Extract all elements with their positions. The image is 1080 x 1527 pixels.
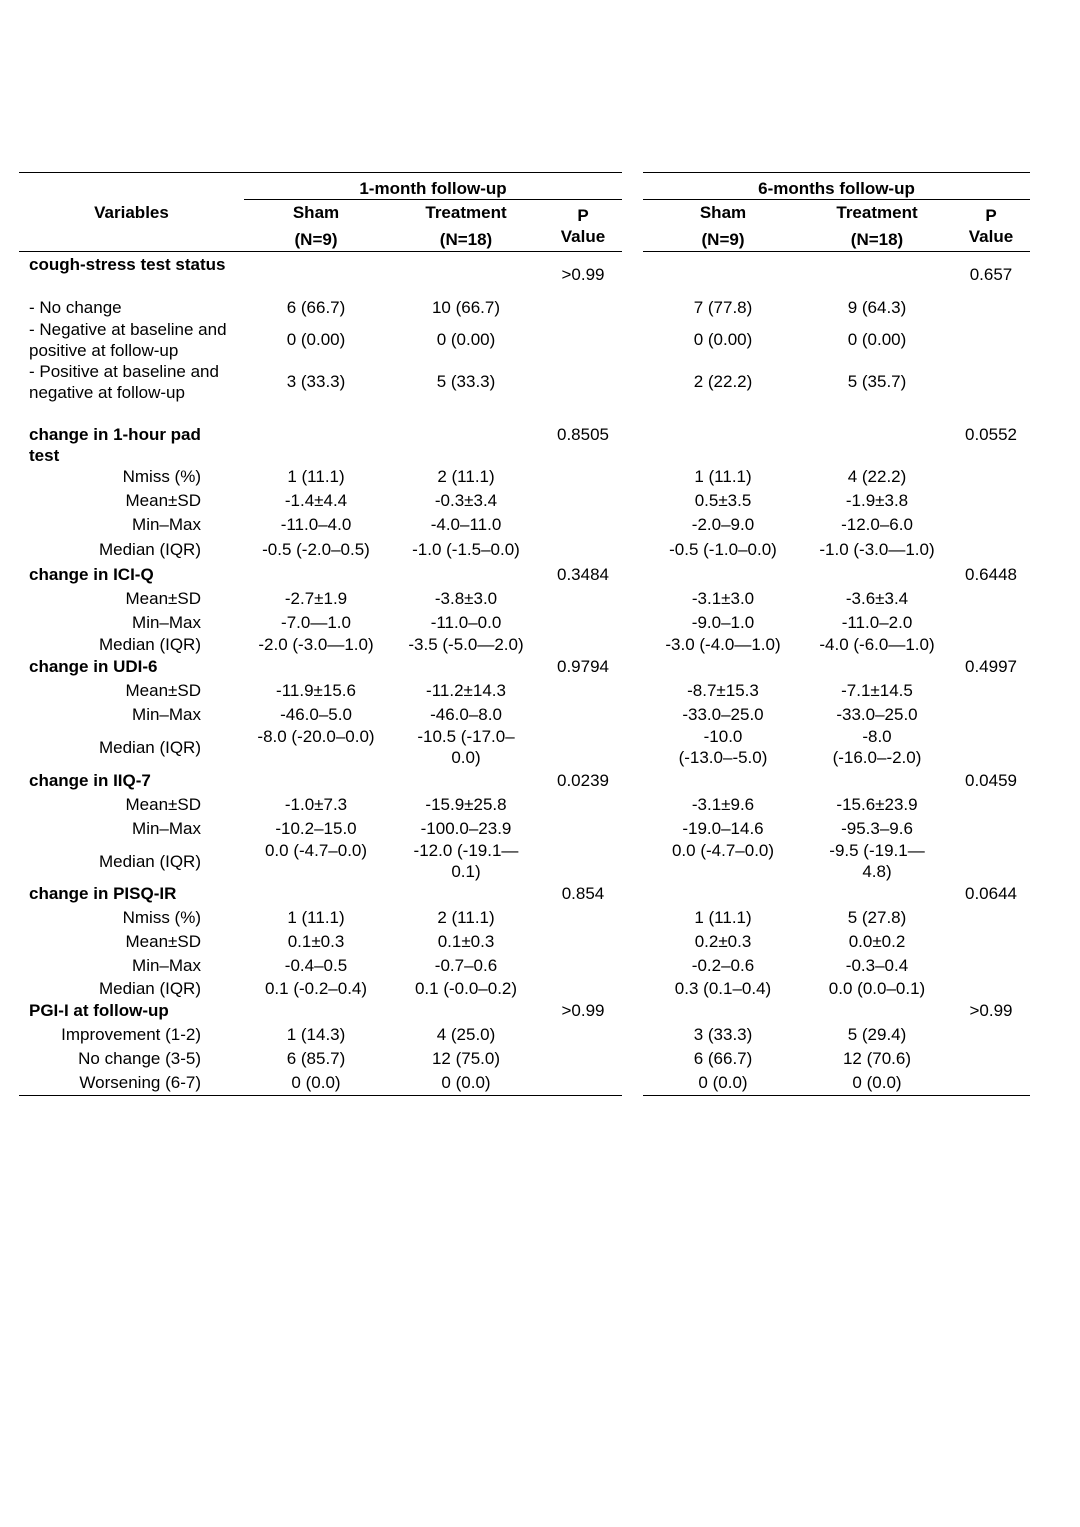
cell-t1: -1.0 (-1.5–0.0) [412,540,520,559]
cell-t1: 2 (11.1) [437,908,495,927]
row-label: Median (IQR) [98,635,201,654]
cell-s6: 0.5±3.5 [694,491,752,510]
cell-t6: -1.9±3.8 [845,491,909,510]
cell-t1: 0 (0.00) [436,330,496,349]
cell-s1: 0.1 (-0.2–0.4) [264,979,368,998]
col-p-label: P [985,206,997,225]
group-1month-header: 1-month follow-up [359,179,507,198]
cell-t1: -0.7–0.6 [434,956,498,975]
section-label: change in UDI-6 [29,657,158,676]
row-label: Worsening (6-7) [79,1073,201,1092]
cell-t1: -0.3±3.4 [434,491,498,510]
cell-s1: -8.0 (-20.0–0.0) [257,727,375,746]
cell-s1: -1.0±7.3 [284,795,348,814]
col-treatment-label: Treatment [836,203,918,222]
group-6months-header: 6-months follow-up [758,179,915,198]
row-label: Median (IQR) [98,979,201,998]
cell-t6: 0.0±0.2 [848,932,906,951]
cell-s1: -0.4–0.5 [284,956,348,975]
col-sham-label: Sham [292,203,340,222]
cell-s1: -10.2–15.0 [275,819,357,838]
cell-t6: -95.3–9.6 [841,819,913,838]
header-bottom-rule-right [643,251,1030,252]
col-treatment-n: (N=18) [850,230,904,249]
cell-s6: 2 (22.2) [693,372,753,391]
cell-t1: -100.0–23.9 [420,819,512,838]
p-value-1month: >0.99 [561,1001,605,1020]
cell-t1: -12.0 (-19.1—0.1) [413,841,519,881]
p-value-1month: 0.0239 [557,771,609,790]
cell-s1: -7.0—1.0 [281,613,351,632]
row-label: Min–Max [132,956,201,975]
p-value-6months: 0.4997 [965,657,1017,676]
cell-t1: -15.9±25.8 [425,795,507,814]
col-p-label: P [577,206,589,225]
p-value-1month: 0.9794 [557,657,609,676]
cell-t6: 9 (64.3) [847,298,907,317]
col-treatment-6months [802,202,952,250]
section-label: change in PISQ-IR [29,884,177,903]
section-label: change in ICI-Q [29,565,154,584]
cell-t6: -15.6±23.9 [836,795,918,814]
cell-s6: 0.2±0.3 [694,932,752,951]
cell-s6: 3 (33.3) [693,1025,753,1044]
header-bottom-rule-left [19,251,622,252]
cell-s1: 0 (0.00) [286,330,346,349]
col-treatment-n: (N=18) [439,230,493,249]
col-sham-label: Sham [699,203,747,222]
cell-t1: -3.8±3.0 [434,589,498,608]
cell-t6: 5 (27.8) [847,908,907,927]
col-sham-n: (N=9) [294,230,338,249]
row-label: Mean±SD [125,491,201,510]
row-label: Min–Max [132,705,201,724]
row-label: - Positive at baseline and negative at follow-up [29,362,219,402]
cell-t1: 0.1 (-0.0–0.2) [414,979,518,998]
cell-s6: -3.1±3.0 [691,589,755,608]
cell-t6: -11.0–2.0 [841,613,913,632]
p-value-6months: 0.0552 [965,425,1017,444]
cell-t6: -4.0 (-6.0—1.0) [819,635,935,654]
cell-t6: -0.3–0.4 [845,956,909,975]
p-value-1month: >0.99 [561,265,605,284]
cell-s1: 0 (0.0) [291,1073,341,1092]
cell-t1: -3.5 (-5.0—2.0) [408,635,524,654]
cell-t6: 4 (22.2) [847,467,907,486]
row-label: Mean±SD [125,589,201,608]
cell-s6: -33.0–25.0 [682,705,764,724]
cell-s1: -11.0–4.0 [280,515,352,534]
row-label: Improvement (1-2) [61,1025,201,1044]
col-sham-n: (N=9) [701,230,745,249]
row-label: - No change [29,298,122,317]
cell-t6: -8.0 (-16.0–-2.0) [832,727,922,767]
cell-t6: 0 (0.00) [847,330,907,349]
cell-s6: 7 (77.8) [693,298,753,317]
p-value-1month: 0.854 [561,884,605,903]
cell-t6: 0.0 (0.0–0.1) [828,979,926,998]
section-label: change in 1-hour pad test [29,425,201,465]
cell-s1: -11.9±15.6 [276,681,356,700]
cell-t1: 0 (0.0) [441,1073,491,1092]
row-label: Mean±SD [125,932,201,951]
cell-s1: 1 (14.3) [286,1025,346,1044]
cell-s6: 0 (0.00) [693,330,753,349]
p-value-1month: 0.8505 [557,425,609,444]
cell-s1: 1 (11.1) [287,908,345,927]
cell-s6: 1 (11.1) [694,467,752,486]
group-rule-1month [244,199,622,200]
cell-t1: -4.0–11.0 [430,515,502,534]
cell-t1: 4 (25.0) [436,1025,496,1044]
cell-t6: -7.1±14.5 [841,681,913,700]
cell-s6: 6 (66.7) [693,1049,753,1068]
section-label: PGI-I at follow-up [29,1001,169,1020]
row-label: Mean±SD [125,681,201,700]
cell-t6: 12 (70.6) [842,1049,912,1068]
col-value-label: Value [560,227,606,246]
table-top-rule-left [19,172,622,173]
cell-s6: 1 (11.1) [694,908,752,927]
p-value-1month: 0.3484 [557,565,609,584]
table-bottom-rule-left [19,1095,622,1096]
col-treatment-label: Treatment [425,203,507,222]
p-value-6months: 0.6448 [965,565,1017,584]
cell-s1: -2.0 (-3.0—1.0) [258,635,374,654]
col-sham-6months [648,202,798,250]
cell-s6: 0 (0.0) [698,1073,748,1092]
col-p-1month [548,205,618,247]
cell-s6: -2.0–9.0 [691,515,755,534]
col-treatment-1month [391,202,541,250]
cell-t6: -12.0–6.0 [841,515,913,534]
section-label: cough-stress test status [29,255,226,274]
cell-t1: 12 (75.0) [431,1049,501,1068]
cell-t6: -1.0 (-3.0—1.0) [819,540,935,559]
cell-t1: 2 (11.1) [437,467,495,486]
row-label: No change (3-5) [78,1049,201,1068]
col-value-label: Value [968,227,1014,246]
cell-s1: -1.4±4.4 [284,491,348,510]
cell-s6: -9.0–1.0 [691,613,755,632]
cell-s1: -46.0–5.0 [280,705,352,724]
cell-t1: 5 (33.3) [436,372,496,391]
p-value-6months: 0.0644 [965,884,1017,903]
table-top-rule-right [643,172,1030,173]
cell-s1: 3 (33.3) [286,372,346,391]
cell-s6: -0.2–0.6 [691,956,755,975]
cell-s1: 0.1±0.3 [287,932,345,951]
p-value-6months: 0.0459 [965,771,1017,790]
cell-t1: -10.5 (-17.0–0.0) [417,727,515,767]
cell-s1: -0.5 (-2.0–0.5) [262,540,370,559]
cell-t6: 0 (0.0) [852,1073,902,1092]
cell-t6: -33.0–25.0 [836,705,918,724]
section-label: change in IIQ-7 [29,771,151,790]
cell-s6: -10.0 (-13.0–-5.0) [678,727,768,767]
cell-s6: -0.5 (-1.0–0.0) [669,540,777,559]
cell-t1: -11.2±14.3 [426,681,506,700]
row-label: Median (IQR) [98,738,201,757]
cell-s6: -19.0–14.6 [682,819,764,838]
cell-t1: 0.1±0.3 [437,932,495,951]
cell-s1: -2.7±1.9 [284,589,348,608]
cell-t6: 5 (35.7) [847,372,907,391]
cell-s1: 6 (66.7) [286,298,346,317]
row-label: Min–Max [132,819,201,838]
p-value-6months: >0.99 [969,1001,1013,1020]
cell-s6: -3.0 (-4.0—1.0) [665,635,781,654]
row-label: Median (IQR) [98,540,201,559]
cell-s1: 0.0 (-4.7–0.0) [264,841,368,860]
row-label: Nmiss (%) [122,908,201,927]
cell-s6: -8.7±15.3 [687,681,759,700]
cell-s1: 6 (85.7) [286,1049,346,1068]
cell-t1: 10 (66.7) [431,298,501,317]
col-p-6months [956,205,1026,247]
col-sham-1month [241,202,391,250]
row-label: Nmiss (%) [122,467,201,486]
cell-t1: -11.0–0.0 [430,613,502,632]
cell-t6: -3.6±3.4 [845,589,909,608]
cell-t6: 5 (29.4) [847,1025,907,1044]
table-bottom-rule-right [643,1095,1030,1096]
row-label: Mean±SD [125,795,201,814]
cell-t6: -9.5 (-19.1—4.8) [829,841,925,881]
p-value-6months: 0.657 [969,265,1013,284]
row-label: Median (IQR) [98,852,201,871]
variables-header: Variables [94,203,169,222]
cell-s6: -3.1±9.6 [691,795,755,814]
group-rule-6months [643,199,1030,200]
cell-s6: 0.3 (0.1–0.4) [674,979,772,998]
row-label: Min–Max [132,515,201,534]
row-label: Min–Max [132,613,201,632]
cell-t1: -46.0–8.0 [430,705,502,724]
cell-s6: 0.0 (-4.7–0.0) [671,841,775,860]
cell-s1: 1 (11.1) [287,467,345,486]
row-label: - Negative at baseline and positive at follow-up [29,320,227,360]
